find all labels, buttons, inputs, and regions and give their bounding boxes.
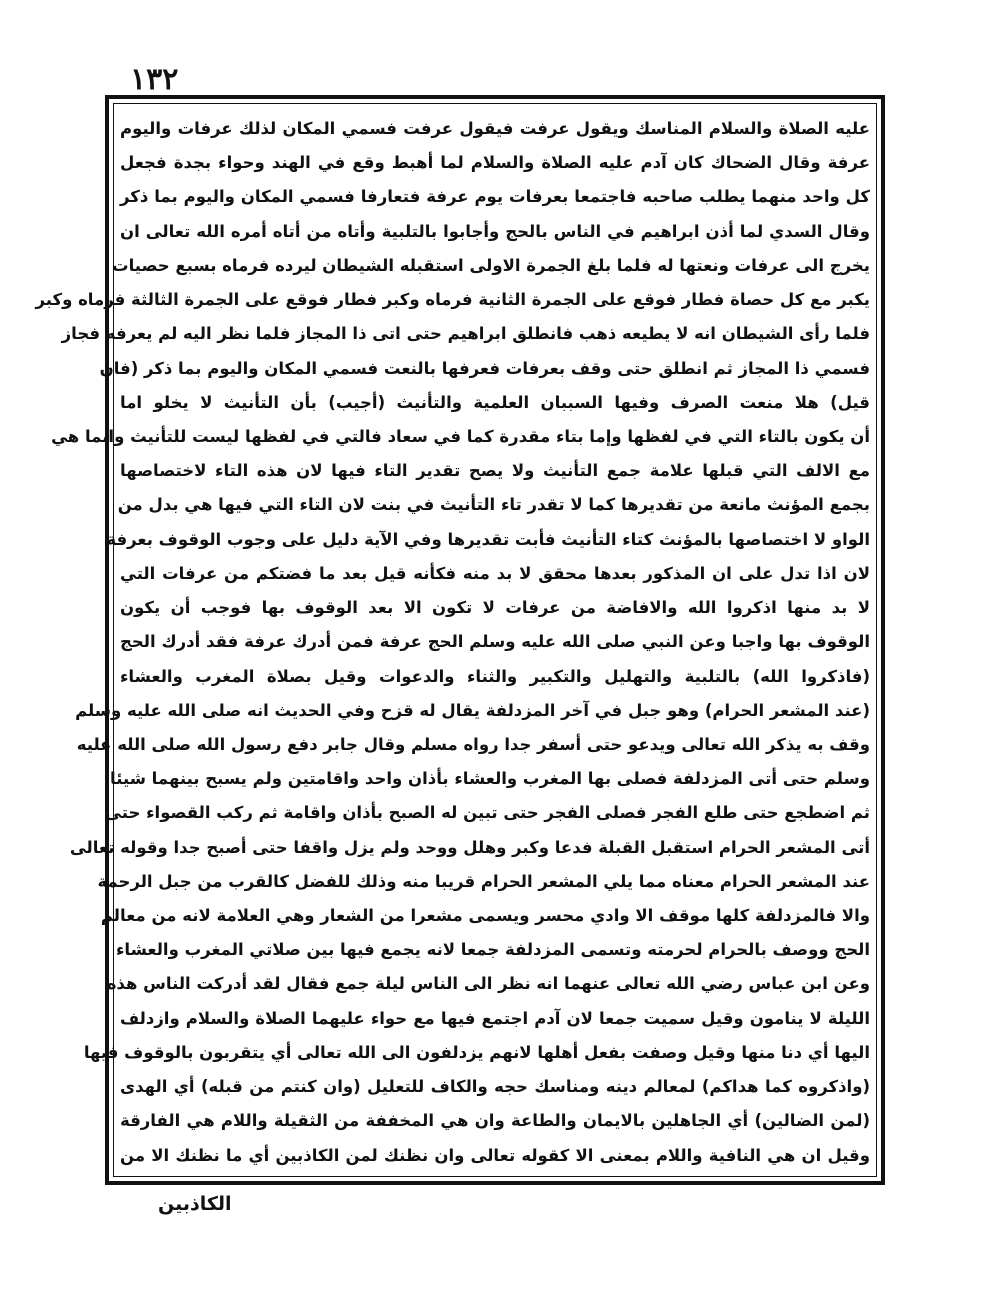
text-line: أتى المشعر الحرام استقبل القبلة فدعا وكبر وهلل ووحد ولم يزل واقفا حتى أصبح جدا وقوله تعالى (69, 837, 870, 857)
text-body (35, 112, 870, 1172)
text-line: وعن ابن عباس رضي الله تعالى عنهما انه نظر الى الناس ليلة جمع فقال لقد أدركت الناس هذه (106, 974, 870, 994)
text-line: فلما رأى الشيطان انه لا يطيعه ذهب فانطلق ابراهيم حتى اتى ذا المجاز فلما نظر اليه لم يعرفه فجاز (61, 324, 870, 344)
text-line: عرفة وقال الضحاك كان آدم عليه الصلاة والسلام لما أهبط وقع في الهند وحواء بجدة فجعل (120, 153, 870, 173)
page-number: ١٣٢ (130, 62, 179, 97)
text-line: الحج ووصف بالحرام لحرمته وتسمى المزدلفة جمعا لانه يجمع فيها بين صلاتي المغرب والعشاء (116, 940, 870, 960)
text-line: مع الالف التي قبلها علامة جمع التأنيث ولا يصح تقدير التاء فيها لان هذه التاء لاختصاصها (120, 461, 870, 481)
text-line: (لمن الضالين) أي الجاهلين بالايمان والطاعة وان هي المخففة من الثقيلة واللام هي الفارقة (120, 1111, 870, 1131)
text-line: عند المشعر الحرام معناه مما يلي المشعر الحرام قريبا منه وذلك للفضل كالقرب من جبل الرحمة (97, 871, 870, 891)
text-line: وقف به يذكر الله تعالى ويدعو حتى أسفر جدا رواه مسلم وقال جابر دفع رسول الله صلى الله عليه (76, 734, 870, 754)
text-line: لا بد منها اذكروا الله والافاضة من عرفات لا تكون الا بعد الوقوف بها فوجب أن يكون (120, 598, 870, 618)
text-line: ثم اضطجع حتى طلع الفجر فصلى الفجر حتى تبين له الصبح بأذان واقامة ثم ركب القصواء حتى (105, 803, 870, 823)
text-line: بجمع المؤنث مانعة من تقديرها كما لا تقدر تاء التأنيث في بنت لان التاء التي فيها هي بدل من (117, 495, 870, 515)
text-line: وقال السدي لما أذن ابراهيم في الناس بالحج وأجابوا بالتلبية وأتاه من أتاه أمره الله تعالى ان (120, 221, 870, 241)
text-line: الواو لا اختصاصها بالمؤنث كتاء التأنيث فأبت تقديرها وفي الآية دليل على وجوب الوقوف بعرفة (106, 529, 870, 549)
text-line: وسلم حتى أتى المزدلفة فصلى بها المغرب والعشاء بأذان واحد واقامتين ولم يسبح بينهما شيئا (110, 769, 870, 789)
text-line: عليه الصلاة والسلام المناسك ويقول عرفت فيقول عرفت فسمي المكان لذلك عرفات واليوم (120, 119, 870, 138)
catchword: الكاذبين (158, 1193, 232, 1215)
text-line: كل واحد منهما يطلب صاحبه فاجتمعا بعرفات يوم عرفة فتعارفا فسمي المكان واليوم بما ذكر (120, 187, 870, 207)
text-line: اليها أي دنا منها وقيل وصفت بفعل أهلها لانهم يزدلفون الى الله تعالى أي يتقربون بالوقوف فيها (83, 1042, 870, 1062)
text-line: يكبر مع كل حصاة فطار فوقع على الجمرة الثانية فرماه وكبر فطار فوقع على الجمرة الثالثة فرماه وكبر (35, 290, 870, 310)
text-line: (فاذكروا الله) بالتلبية والتهليل والتكبير والثناء والدعوات وقيل بصلاة المغرب والعشاء (120, 666, 870, 686)
text-line: الليلة لا ينامون وقيل سميت جمعا لان آدم اجتمع فيها مع حواء عليهما الصلاة والسلام وازدلف (120, 1008, 870, 1028)
text-line: يخرج الى عرفات ونعتها له فلما بلغ الجمرة الاولى استقبله الشيطان ليرده فرماه بسبع حصيات (112, 255, 870, 275)
text-line: والا فالمزدلفة كلها موقف الا وادي محسر ويسمى مشعرا من الشعار وهي العلامة لانه من معالم (100, 906, 870, 926)
text-line: أن يكون بالتاء التي في لفظها وإما بتاء مقدرة كما في سعاد فالتي في لفظها ليست للتأنيث وانما هي (51, 426, 870, 446)
text-line: (عند المشعر الحرام) وهو جبل في آخر المزدلفة يقال له قزح وفي الحديث انه صلى الله عليه وسلم (75, 700, 870, 720)
text-line: قيل) هلا منعت الصرف وفيها السببان العلمية والتأنيث (أجيب) بأن التأنيث لا يخلو اما (120, 392, 870, 412)
text-line: فسمي ذا المجاز ثم انطلق حتى وقف بعرفات فعرفها بالنعت فسمي المكان واليوم بما ذكر (فان (99, 358, 870, 378)
text-line: الوقوف بها واجبا وعن النبي صلى الله عليه وسلم الحج عرفة فمن أدرك عرفة فقد أدرك الحج (120, 632, 870, 652)
text-line: لان اذا تدل على ان المذكور بعدها محقق لا بد منه فكأنه قيل بعد ما فضتكم من عرفات التي (120, 563, 870, 583)
text-line: (واذكروه كما هداكم) لمعالم دينه ومناسك حجه والكاف للتعليل (وان كنتم من قبله) أي الهدى (120, 1077, 870, 1097)
text-line: وقيل ان هي النافية واللام بمعنى الا كقوله تعالى وان نظنك لمن الكاذبين أي ما نظنك الا من (120, 1145, 870, 1165)
